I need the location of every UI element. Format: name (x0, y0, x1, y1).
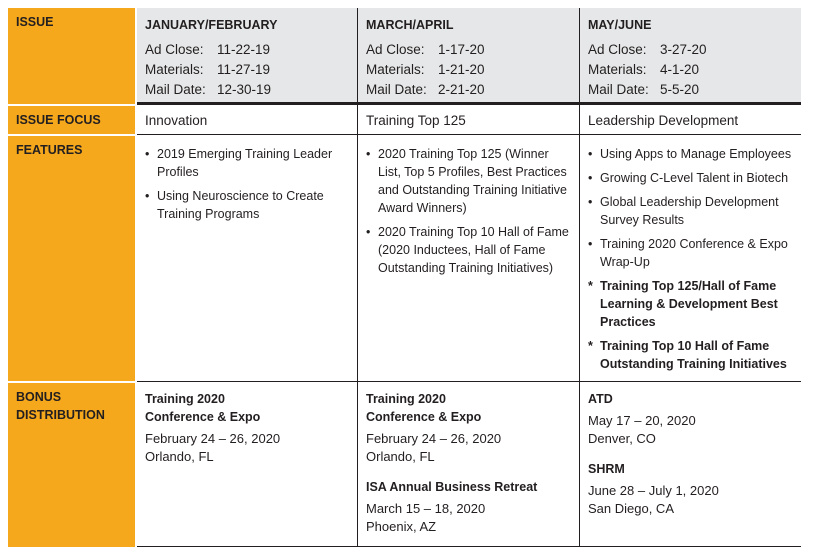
materials-label: Materials: (588, 62, 647, 77)
ad-close-value: 11-22-19 (217, 42, 271, 57)
bullet-marker: • (366, 147, 371, 161)
event (588, 460, 793, 518)
event-name: Training 2020 (145, 392, 225, 406)
feature-item (588, 235, 793, 271)
asterisk-marker: * (588, 279, 593, 293)
ad-close-row (366, 40, 572, 60)
event-date: February 24 – 26, 2020 (145, 431, 281, 446)
feature-text: Using Neuroscience to Create Training Programs (157, 189, 324, 221)
features-rule (137, 381, 801, 382)
feature-item-highlight (588, 337, 793, 373)
bullet-marker: • (145, 189, 150, 203)
editorial-calendar-table (8, 8, 803, 547)
issue-header-cell (137, 8, 358, 102)
issue-name: MAY/JUNE (588, 18, 652, 32)
ad-close-value: 3-27-20 (660, 42, 707, 57)
feature-item (145, 145, 350, 181)
label-issue-focus: ISSUE FOCUS (8, 106, 135, 134)
bullet-marker: • (145, 147, 150, 161)
issue-focus-text: Training Top 125 (366, 113, 466, 128)
feature-text: Global Leadership Development Survey Results (600, 195, 779, 227)
materials-value: 4-1-20 (660, 62, 700, 77)
event-location: San Diego, CA (588, 501, 674, 516)
issue-focus-cell (580, 106, 801, 134)
event (366, 390, 572, 466)
bullet-marker: • (588, 237, 593, 251)
bullet-marker: • (588, 195, 593, 209)
feature-text: 2019 Emerging Training Leader Profiles (157, 147, 333, 179)
mail-date-row (588, 80, 793, 100)
focus-rule (137, 134, 801, 135)
feature-item-highlight (588, 277, 793, 331)
issue-focus-cell (358, 106, 580, 134)
materials-value: 1-21-20 (438, 62, 485, 77)
feature-text: Training Top 125/Hall of Fame Learning & Development Best Practices (600, 279, 778, 329)
event-location: Orlando, FL (145, 449, 214, 464)
ad-close-row (588, 40, 793, 60)
issue-header-cell (580, 8, 801, 102)
event-location: Denver, CO (588, 431, 656, 446)
issue-focus-text: Leadership Development (588, 113, 739, 128)
ad-close-value: 1-17-20 (438, 42, 485, 57)
label-features: FEATURES (8, 136, 135, 381)
feature-text: Training 2020 Conference & Expo Wrap-Up (600, 237, 788, 269)
feature-text: 2020 Training Top 10 Hall of Fame (2020 Inductees, Hall of Fame Outstanding Training Initiatives) (378, 225, 569, 275)
bonus-distribution-cell (580, 383, 801, 546)
issue-name: JANUARY/FEBRUARY (145, 18, 278, 32)
mail-date-value: 2-21-20 (438, 82, 485, 97)
event-date: March 15 – 18, 2020 (366, 501, 486, 516)
feature-text: Training Top 10 Hall of Fame Outstanding Training Initiatives (600, 339, 787, 371)
feature-item (588, 193, 793, 229)
event-name-line2: Conference & Expo (145, 410, 261, 424)
mail-date-value: 12-30-19 (217, 82, 272, 97)
label-bonus-distribution (8, 383, 135, 547)
ad-close-label: Ad Close: (588, 42, 647, 57)
mail-date-row (366, 80, 572, 100)
asterisk-marker: * (588, 339, 593, 353)
issue-focus-text: Innovation (145, 113, 208, 128)
event (366, 478, 572, 536)
features-cell (137, 136, 358, 381)
event-location: Orlando, FL (366, 449, 435, 464)
feature-text: Growing C-Level Talent in Biotech (600, 171, 789, 185)
bullet-marker: • (366, 225, 371, 239)
feature-item (145, 187, 350, 223)
issue-header-cell (358, 8, 580, 102)
bottom-rule (137, 546, 801, 547)
event (145, 390, 350, 466)
materials-label: Materials: (366, 62, 425, 77)
materials-value: 11-27-19 (217, 62, 271, 77)
event (588, 390, 793, 448)
feature-text: 2020 Training Top 125 (Winner List, Top 5 Profiles, Best Practices and Outstanding Training Initiative Award Winners) (378, 147, 568, 215)
mail-date-label: Mail Date: (366, 82, 427, 97)
issue-focus-cell (137, 106, 358, 134)
feature-item (588, 169, 793, 187)
event-name: ISA Annual Business Retreat (366, 480, 538, 494)
label-bonus-line1: BONUS (16, 390, 62, 404)
event-date: June 28 – July 1, 2020 (588, 483, 719, 498)
mail-date-row (145, 80, 350, 100)
features-list (366, 145, 572, 277)
event-name: Training 2020 (366, 392, 446, 406)
bullet-marker: • (588, 147, 593, 161)
label-issue: ISSUE (8, 8, 135, 104)
feature-text: Using Apps to Manage Employees (600, 147, 792, 161)
event-date: February 24 – 26, 2020 (366, 431, 502, 446)
features-cell (580, 136, 801, 381)
event-name: SHRM (588, 462, 625, 476)
label-bonus-line2: DISTRIBUTION (16, 408, 105, 422)
feature-item (588, 145, 793, 163)
ad-close-label: Ad Close: (366, 42, 425, 57)
features-list (588, 145, 793, 373)
feature-item (366, 145, 572, 217)
event-location: Phoenix, AZ (366, 519, 437, 534)
features-list (145, 145, 350, 223)
event-date: May 17 – 20, 2020 (588, 413, 696, 428)
bonus-distribution-cell (358, 383, 580, 546)
bonus-distribution-cell (137, 383, 358, 546)
issue-name: MARCH/APRIL (366, 18, 454, 32)
materials-row (588, 60, 793, 80)
header-rule (137, 102, 801, 105)
feature-item (366, 223, 572, 277)
materials-label: Materials: (145, 62, 204, 77)
materials-row (145, 60, 350, 80)
ad-close-label: Ad Close: (145, 42, 204, 57)
features-cell (358, 136, 580, 381)
event-name: ATD (588, 392, 613, 406)
mail-date-label: Mail Date: (145, 82, 206, 97)
mail-date-value: 5-5-20 (660, 82, 700, 97)
materials-row (366, 60, 572, 80)
event-name-line2: Conference & Expo (366, 410, 482, 424)
ad-close-row (145, 40, 350, 60)
mail-date-label: Mail Date: (588, 82, 649, 97)
bullet-marker: • (588, 171, 593, 185)
